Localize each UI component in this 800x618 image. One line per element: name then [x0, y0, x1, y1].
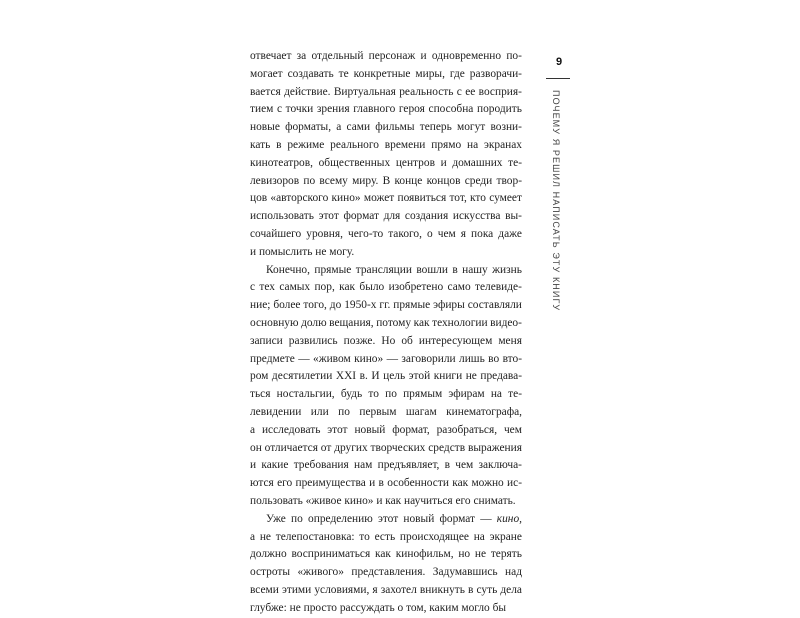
text-line: а не телепостановка: то есть происходящее на экране [250, 530, 522, 543]
text-line: глубже: не просто рассуждать о том, каким могло бы [250, 601, 507, 614]
text-line: всеми этими условиями, я захотел вникнуть в суть дела [250, 583, 522, 596]
text-line: он отличается от других творческих средств выражения [250, 441, 522, 454]
text-line: тием с точки зрения главного героя способна породить [250, 103, 522, 116]
text-line: а исследовать этот новый формат, разобраться, чем [250, 423, 522, 436]
text-line: ром десятилетии XXI в. И цель этой книги не предава- [250, 370, 522, 383]
text-line: использовать этот формат для создания искусства вы- [250, 210, 522, 223]
text-line: записи развились позже. Но об интересующем меня [250, 334, 522, 347]
text-line: сочайшего уровня, чего-то такого, о чем я пока даже [250, 227, 522, 240]
text-line: кинотеатров, общественных центров и домашних те- [250, 156, 522, 169]
text-line: вается действие. Виртуальная реальность с ее восприя- [250, 85, 522, 98]
text-line: новые форматы, а сами фильмы теперь могут возни- [250, 121, 522, 134]
text-line: ться ностальгии, будь то по прямым эфирам на те- [250, 388, 522, 401]
paragraph [250, 262, 522, 511]
text-line: Конечно, прямые трансляции вошли в нашу жизнь [266, 263, 522, 276]
text-line: и помыслить не могу. [250, 245, 355, 258]
text-line: предмете — «живом кино» — заговорили лишь во вто- [250, 352, 522, 365]
text-line: цов «авторского кино» может появиться тот, кто сумеет [250, 192, 522, 205]
text-line: Уже по определению этот новый формат — кино, [266, 512, 522, 525]
text-line: отвечает за отдельный персонаж и одновременно по- [250, 50, 522, 62]
text-line: основную долю вещания, потому как технологии видео- [250, 316, 522, 329]
paragraph [250, 48, 522, 262]
running-head-rule [546, 78, 570, 79]
text-line: должно восприниматься как кинофильм, но не терять [250, 548, 522, 561]
text-line: с тех самых пор, как было изобретено само телевиде- [250, 281, 522, 294]
text-line: левизоров по всему миру. В конце концов среди твор- [250, 174, 522, 187]
paragraph [250, 511, 522, 618]
text-line: левидении или по первым шагам кинематографа, [250, 405, 522, 418]
running-head: ПОЧЕМУ Я РЕШИЛ НАПИСАТЬ ЭТУ КНИГУ [551, 90, 561, 312]
text-line: остроты «живого» представления. Задумавшись над [250, 566, 522, 579]
text-line: ются его преимущества и в особенности как можно ис- [250, 477, 522, 490]
text-line: ние; более того, до 1950-х гг. прямые эфиры составляли [250, 299, 522, 312]
text-line: кать в режиме реального времени прямо на экранах [250, 138, 522, 151]
text-line: и какие требования нам предъявляет, в чем заключа- [250, 459, 522, 472]
page-number: 9 [555, 56, 563, 68]
body-text [250, 48, 522, 618]
text-line: пользовать «живое кино» и как научиться его снимать. [250, 494, 516, 507]
text-line: могает создавать те конкретные миры, где разворачи- [250, 67, 522, 80]
